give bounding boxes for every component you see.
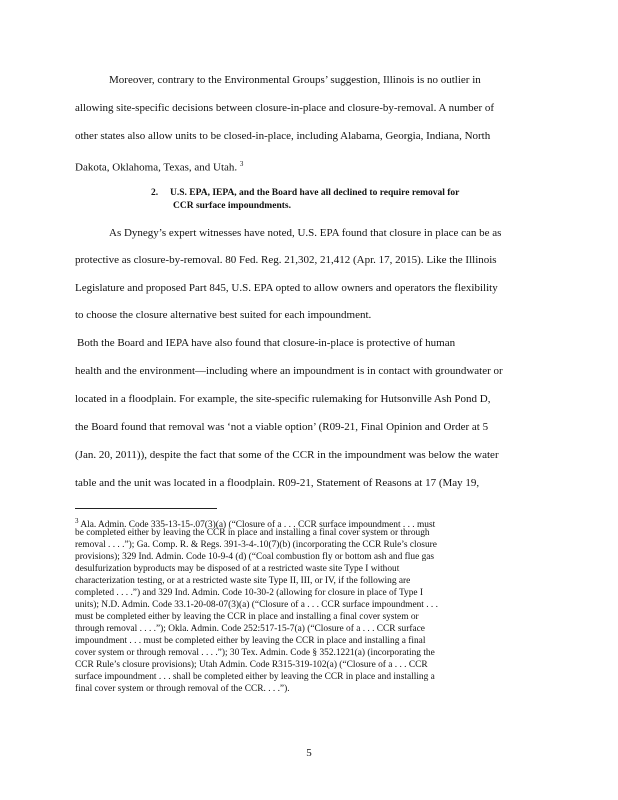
- footnote-reference: 3: [239, 160, 244, 168]
- paragraph-2-line-4: to choose the closure alternative best suited for each impoundment.: [75, 309, 372, 321]
- footnote-line-4: provisions); 329 Ind. Admin. Code 10-9-4 (d) (“Coal combustion fly or bottom ash and flue gas: [75, 552, 435, 562]
- footnote-line-6: characterization testing, or at a restricted waste site Type II, III, or IV, if the following are: [75, 576, 411, 586]
- section-heading-text: U.S. EPA, IEPA, and the Board have all declined to require removal for: [170, 188, 460, 198]
- footnote-line-5: desulfurization byproducts may be disposed of at a restricted waste site Type I without: [75, 564, 400, 574]
- footnote-line-2: be completed either by leaving the CCR in place and installing a final cover system or through: [75, 528, 430, 538]
- paragraph-2-line-3: Legislature and proposed Part 845, U.S. EPA opted to allow owners and operators the flexibility: [75, 282, 498, 294]
- paragraph-2-line-2: protective as closure-by-removal. 80 Fed. Reg. 21,302, 21,412 (Apr. 17, 2015). Like the Illinois: [75, 254, 497, 266]
- section-heading-line-1: [151, 187, 541, 199]
- footnote-number: 3: [75, 517, 79, 525]
- footnote-line-9: must be completed either by leaving the CCR in place and installing a final cover system or: [75, 612, 419, 622]
- paragraph-3-line-4: the Board found that removal was ‘not a viable option’ (R09-21, Final Opinion and Order at 5: [75, 421, 489, 433]
- footnote-line-15: final cover system or through removal of the CCR. . . .”).: [75, 684, 290, 694]
- footnote-separator: [75, 508, 217, 509]
- footnote-line-7: completed . . . .”) and 329 Ind. Admin. Code 10-30-2 (allowing for closure in place of Type I: [75, 588, 424, 598]
- footnote-line-8: units); N.D. Admin. Code 33.1-20-08-07(3)(a) (“Closure of a . . . CCR surface impoundment . . .: [75, 600, 438, 610]
- paragraph-3-line-5: (Jan. 20, 2011)), despite the fact that some of the CCR in the impoundment was below the water: [75, 449, 499, 461]
- paragraph-1-line-3: other states also allow units to be closed-in-place, including Alabama, Georgia, Indiana, North: [75, 130, 491, 142]
- page-number: 5: [306, 747, 312, 759]
- paragraph-3-line-1: Both the Board and IEPA have also found that closure-in-place is protective of human: [77, 337, 456, 349]
- footnote-line-12: cover system or through removal . . . .”); 30 Tex. Admin. Code § 352.1221(a) (incorporating the: [75, 648, 435, 658]
- footnote-line-10: through removal . . . .”); Okla. Admin. Code 252:517-15-7(a) (“Closure of a . . . CCR surface: [75, 624, 425, 634]
- paragraph-3-line-2: health and the environment—including where an impoundment is in contact with groundwater or: [75, 365, 503, 377]
- paragraph-1-line-2: allowing site-specific decisions between closure-in-place and closure-by-removal. A number of: [75, 102, 495, 114]
- footnote-line-13: CCR Rule’s closure provisions); Utah Admin. Code R315-319-102(a) (“Closure of a . . . CCR: [75, 660, 428, 670]
- paragraph-2-line-1: As Dynegy’s expert witnesses have noted, U.S. EPA found that closure in place can be as: [109, 227, 502, 239]
- paragraph-1-line-1: Moreover, contrary to the Environmental Groups’ suggestion, Illinois is no outlier in: [109, 74, 481, 86]
- paragraph-3-line-6: table and the unit was located in a floodplain. R09-21, Statement of Reasons at 17 (May 19,: [75, 477, 480, 489]
- footnote-line-11: impoundment . . . must be completed either by leaving the CCR in place and installing a final: [75, 636, 426, 646]
- section-heading-line-2: CCR surface impoundments.: [173, 201, 291, 211]
- paragraph-3-line-3: located in a floodplain. For example, the site-specific rulemaking for Hutsonville Ash Pond D,: [75, 393, 491, 405]
- paragraph-1-line-4-text: Dakota, Oklahoma, Texas, and Utah.: [75, 161, 238, 174]
- footnote-line-14: surface impoundment . . . shall be completed either by leaving the CCR in place and installing a: [75, 672, 435, 682]
- footnote-line-3: removal . . . .”); Ga. Comp. R. & Regs. 391-3-4-.10(7)(b) (incorporating the CCR Rule’s closure: [75, 540, 437, 550]
- section-heading-number: 2.: [151, 188, 159, 198]
- paragraph-1-line-4: [75, 157, 540, 175]
- footnote-line-1-text: Ala. Admin. Code 335-13-15-.07(3)(a) (“Closure of a . . . CCR surface impoundment . . . must: [80, 520, 436, 531]
